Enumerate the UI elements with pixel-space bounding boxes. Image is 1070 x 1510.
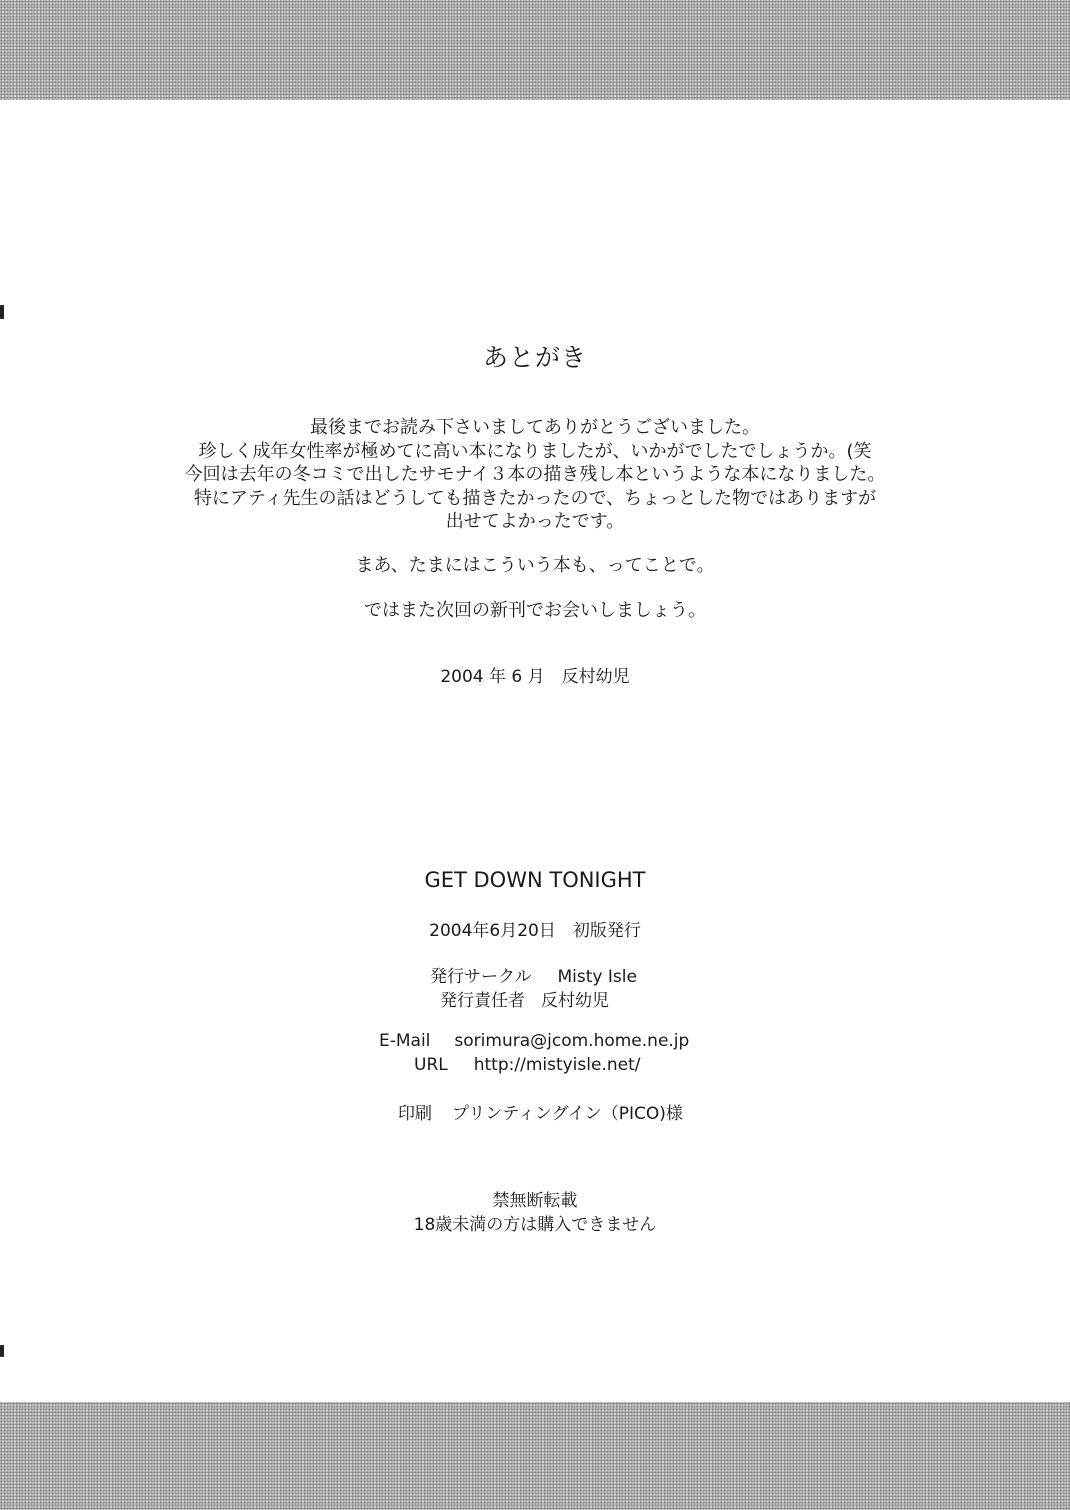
book-title: GET DOWN TONIGHT (424, 868, 646, 892)
printer-value: プリンティングイン（PICO)様 (452, 1104, 683, 1124)
afterword-line: 出せてよかったです。 (445, 511, 625, 532)
spine-mark (0, 1345, 4, 1357)
spine-mark (0, 305, 4, 319)
printer-label: 印刷 (398, 1104, 432, 1124)
afterword-paragraph (0, 416, 1070, 534)
afterword-line: 今回は去年の冬コミで出したサモナイ３本の描き残し本というような本になりました。 (184, 464, 886, 485)
afterword-remark: まあ、たまにはこういう本も、ってことで。 (355, 555, 715, 576)
url-label: URL (414, 1055, 448, 1075)
publisher-row (440, 986, 609, 1011)
publisher-value: 反村幼児 (541, 991, 609, 1011)
circle-label: 発行サークル (430, 967, 532, 987)
afterword-line: 特にアティ先生の話はどうしても描きたかったので、ちょっとした物ではありますが (193, 487, 877, 509)
age-restriction-notice: 18歳未満の方は購入できません (413, 1215, 657, 1235)
email-value: sorimura@jcom.home.ne.jp (454, 1031, 690, 1051)
email-row (379, 1031, 689, 1051)
url-value: http://mistyisle.net/ (473, 1055, 641, 1075)
printer-row (398, 1099, 683, 1124)
email-label: E-Mail (379, 1031, 431, 1051)
url-row (414, 1055, 640, 1075)
no-reprint-notice: 禁無断転載 (492, 1191, 578, 1211)
publisher-label: 発行責任者 (440, 991, 525, 1011)
halftone-band-top (0, 0, 1070, 100)
afterword-signature: 2004 年 6 月 反村幼児 (440, 667, 630, 687)
afterword-farewell: ではまた次回の新刊でお会いしましょう。 (364, 600, 706, 621)
circle-row (430, 962, 637, 987)
circle-value: Misty Isle (557, 967, 637, 987)
afterword-heading: あとがき (482, 343, 587, 372)
halftone-band-bottom (0, 1402, 1070, 1510)
afterword-line: 珍しく成年女性率が極めてに高い本になりましたが、いかがでしたでしょうか。(笑 (198, 440, 872, 462)
afterword-line: 最後までお読み下さいましてありがとうございました。 (310, 417, 760, 438)
publish-date: 2004年6月20日 初版発行 (429, 921, 641, 941)
